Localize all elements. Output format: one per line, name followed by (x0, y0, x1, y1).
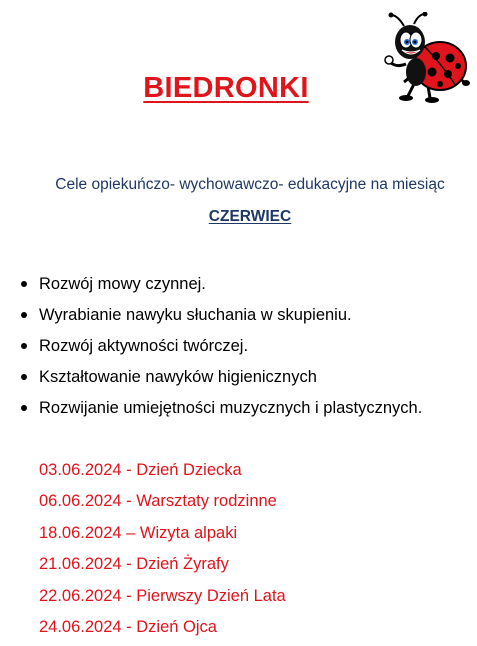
bullet-icon (21, 343, 27, 349)
event-item: 03.06.2024 - Dzień Dziecka (39, 461, 242, 479)
events-list (39, 458, 286, 646)
bullet-icon (21, 374, 27, 380)
month-heading: CZERWIEC (208, 208, 292, 225)
list-item (18, 272, 422, 303)
event-item: 06.06.2024 - Warsztaty rodzinne (39, 492, 277, 511)
bullet-icon (21, 281, 27, 287)
goals-list (18, 272, 422, 427)
bullet-icon (21, 405, 27, 411)
event-item: 21.06.2024 - Dzień Żyrafy (39, 555, 229, 574)
event-item: 24.06.2024 - Dzień Ojca (39, 617, 217, 636)
bullet-icon (21, 312, 27, 318)
list-item (18, 303, 422, 334)
goals-heading: Cele opiekuńczo- wychowawczo- edukacyjne na miesiąc (55, 176, 445, 193)
goal-text: Wyrabianie nawyku słuchania w skupieniu. (39, 306, 352, 324)
list-item (18, 334, 422, 365)
goal-text: Rozwój mowy czynnej. (39, 275, 206, 293)
goal-text: Rozwijanie umiejętności muzycznych i plastycznych. (39, 399, 423, 417)
goal-text: Rozwój aktywności twórczej. (39, 337, 249, 355)
list-item (18, 396, 422, 427)
event-item: 18.06.2024 – Wizyta alpaki (39, 523, 238, 542)
ladybug-icon (384, 12, 470, 104)
goal-text: Kształtowanie nawyków higienicznych (39, 368, 317, 386)
list-item (18, 365, 422, 396)
event-item: 22.06.2024 - Pierwszy Dzień Lata (39, 586, 286, 605)
page-title: BIEDRONKI (143, 72, 309, 104)
